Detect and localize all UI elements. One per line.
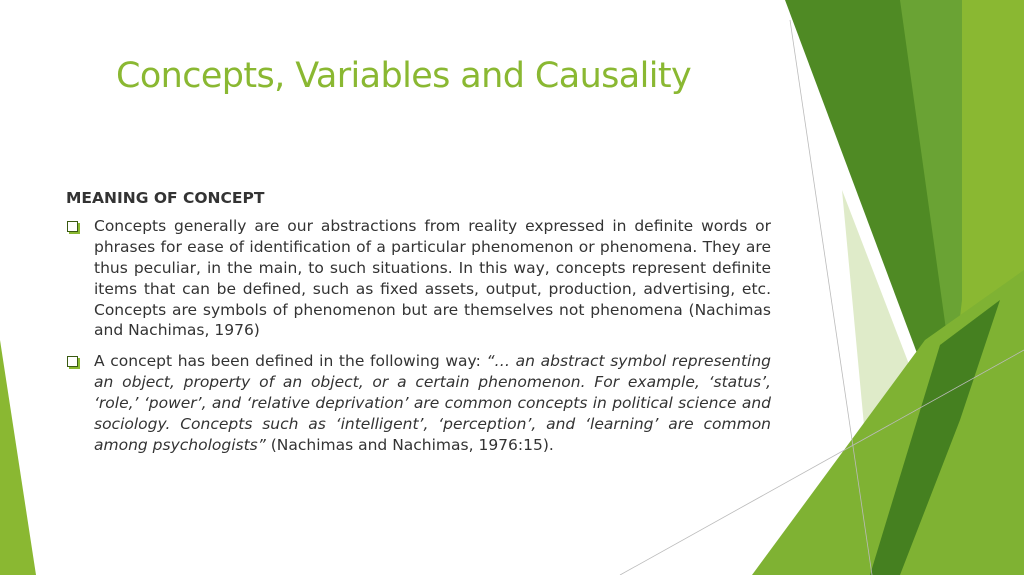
- bullet-item: [66, 216, 771, 341]
- slide-body: [66, 188, 771, 466]
- left-green-sliver: [0, 340, 36, 575]
- slide-title: Concepts, Variables and Causality: [116, 56, 692, 96]
- bullet-lead-text: A concept has been defined in the following way:: [94, 352, 487, 371]
- citation-text: (Nachimas and Nachimas, 1976:15).: [265, 435, 554, 454]
- checkbox-bullet-icon: [67, 221, 78, 232]
- section-heading: MEANING OF CONCEPT: [66, 189, 265, 207]
- bullet-text: Concepts generally are our abstractions from reality expressed in definite words or phrases for ease of identification of a particular phenomenon or phenomena. They are thus peculiar, in the main, to such situations. In this way, concepts represent definite items that can be defined, such as fixed assets, output, production, advertising, etc. Concepts are symbols of phenomenon but are themselves not phenomena (Nachimas and Nachimas, 1976): [94, 216, 771, 340]
- definition-quote: “… an abstract symbol representing an object, property of an object, or a certain phenomenon. For example, ‘status’, ‘role,’ ‘power’, and ‘relative deprivation’ are common concepts in political science and sociology. Concepts such as ‘intelligent’, ‘perception’, and ‘learning’ are common among psychologists”: [94, 352, 771, 454]
- checkbox-bullet-icon: [67, 356, 78, 367]
- bullet-item: [66, 351, 771, 456]
